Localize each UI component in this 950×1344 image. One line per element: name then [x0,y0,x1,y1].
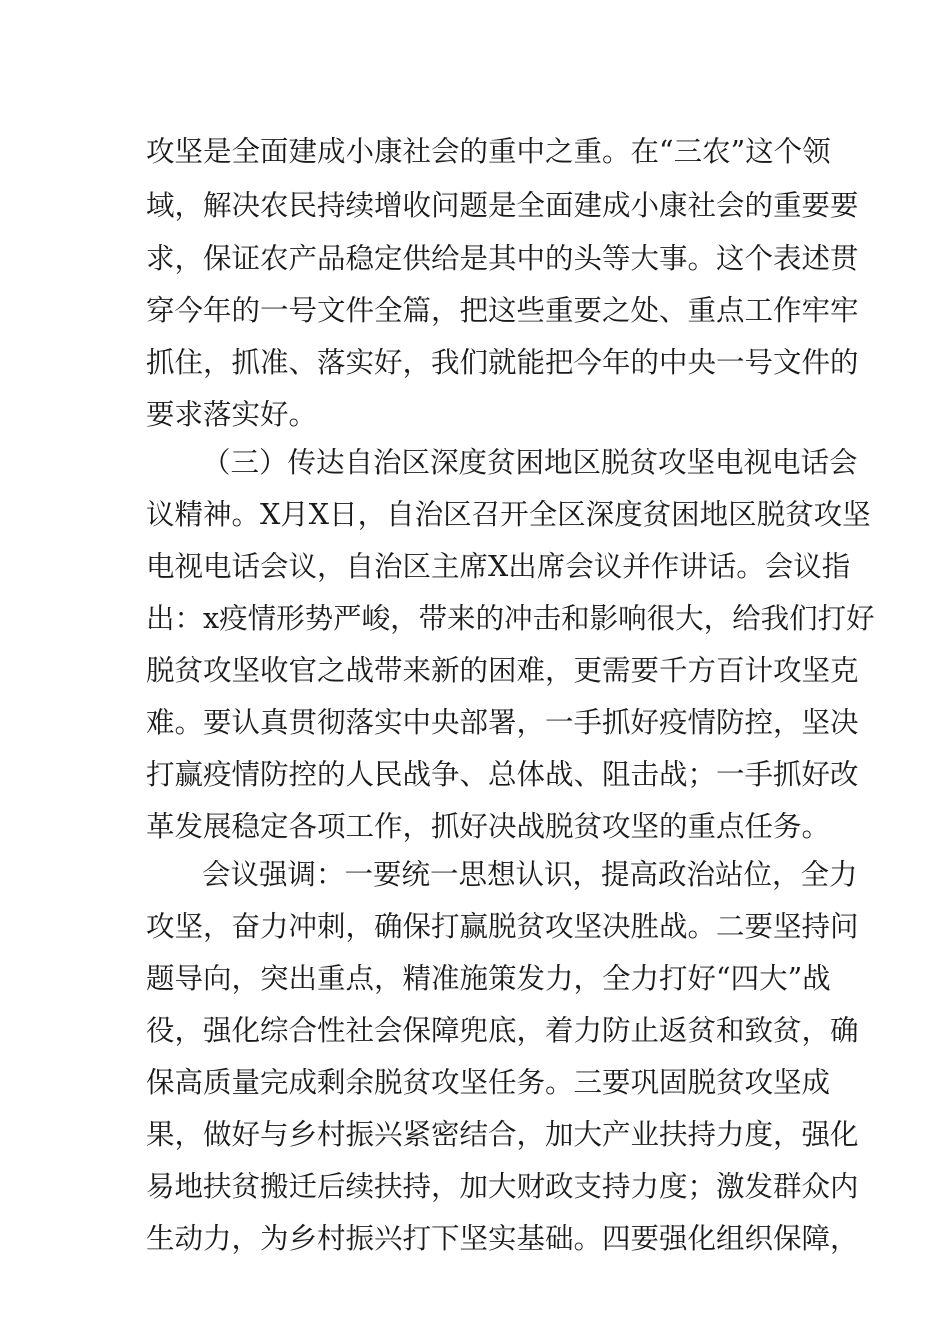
text-line: 电视电话会议，自治区主席X出席会议并作讲话。会议指 [146,550,851,583]
text-line: 生动力，为乡村振兴打下坚实基础。四要强化组织保障， [146,1222,859,1255]
text-line: 革发展稳定各项工作，抓好决战脱贫攻坚的重点任务。 [146,810,831,843]
text-line: 题导向，突出重点，精准施策发力，全力打好“四大”战 [146,962,831,995]
text-line: 果，做好与乡村振兴紧密结合，加大产业扶持力度，强化 [146,1118,859,1151]
text-line: 保高质量完成剩余脱贫攻坚任务。三要巩固脱贫攻坚成 [146,1066,831,1099]
text-line: 议精神。X月X日，自治区召开全区深度贫困地区脱贫攻坚 [146,498,871,531]
paragraph-first-line: 会议强调：一要统一思想认识，提高政治站位，全力 [202,858,858,891]
text-line: 抓住，抓准、落实好，我们就能把今年的中央一号文件的 [146,346,859,379]
text-line: 脱贫攻坚收官之战带来新的困难，更需要千方百计攻坚克 [146,654,859,687]
text-line: 攻坚，奋力冲刺，确保打赢脱贫攻坚决胜战。二要坚持问 [146,910,859,943]
section-heading-line: （三）传达自治区深度贫困地区脱贫攻坚电视电话会 [202,446,858,479]
text-line: 打赢疫情防控的人民战争、总体战、阻击战；一手抓好改 [146,758,859,791]
text-line: 难。要认真贯彻落实中央部署，一手抓好疫情防控，坚决 [146,706,859,739]
text-line: 攻坚是全面建成小康社会的重中之重。在“三农”这个领 [146,135,831,168]
text-line: 穿今年的一号文件全篇，把这些重要之处、重点工作牢牢 [146,294,859,327]
text-line: 域，解决农民持续增收问题是全面建成小康社会的重要要 [146,189,859,222]
text-line: 出：x疫情形势严峻，带来的冲击和影响很大，给我们打好 [146,602,875,635]
text-line: 役，强化综合性社会保障兜底，着力防止返贫和致贫，确 [146,1014,859,1047]
text-line: 要求落实好。 [146,398,318,431]
text-line: 求，保证农产品稳定供给是其中的头等大事。这个表述贯 [146,242,859,275]
text-line: 易地扶贫搬迁后续扶持，加大财政支持力度；激发群众内 [146,1170,859,1203]
